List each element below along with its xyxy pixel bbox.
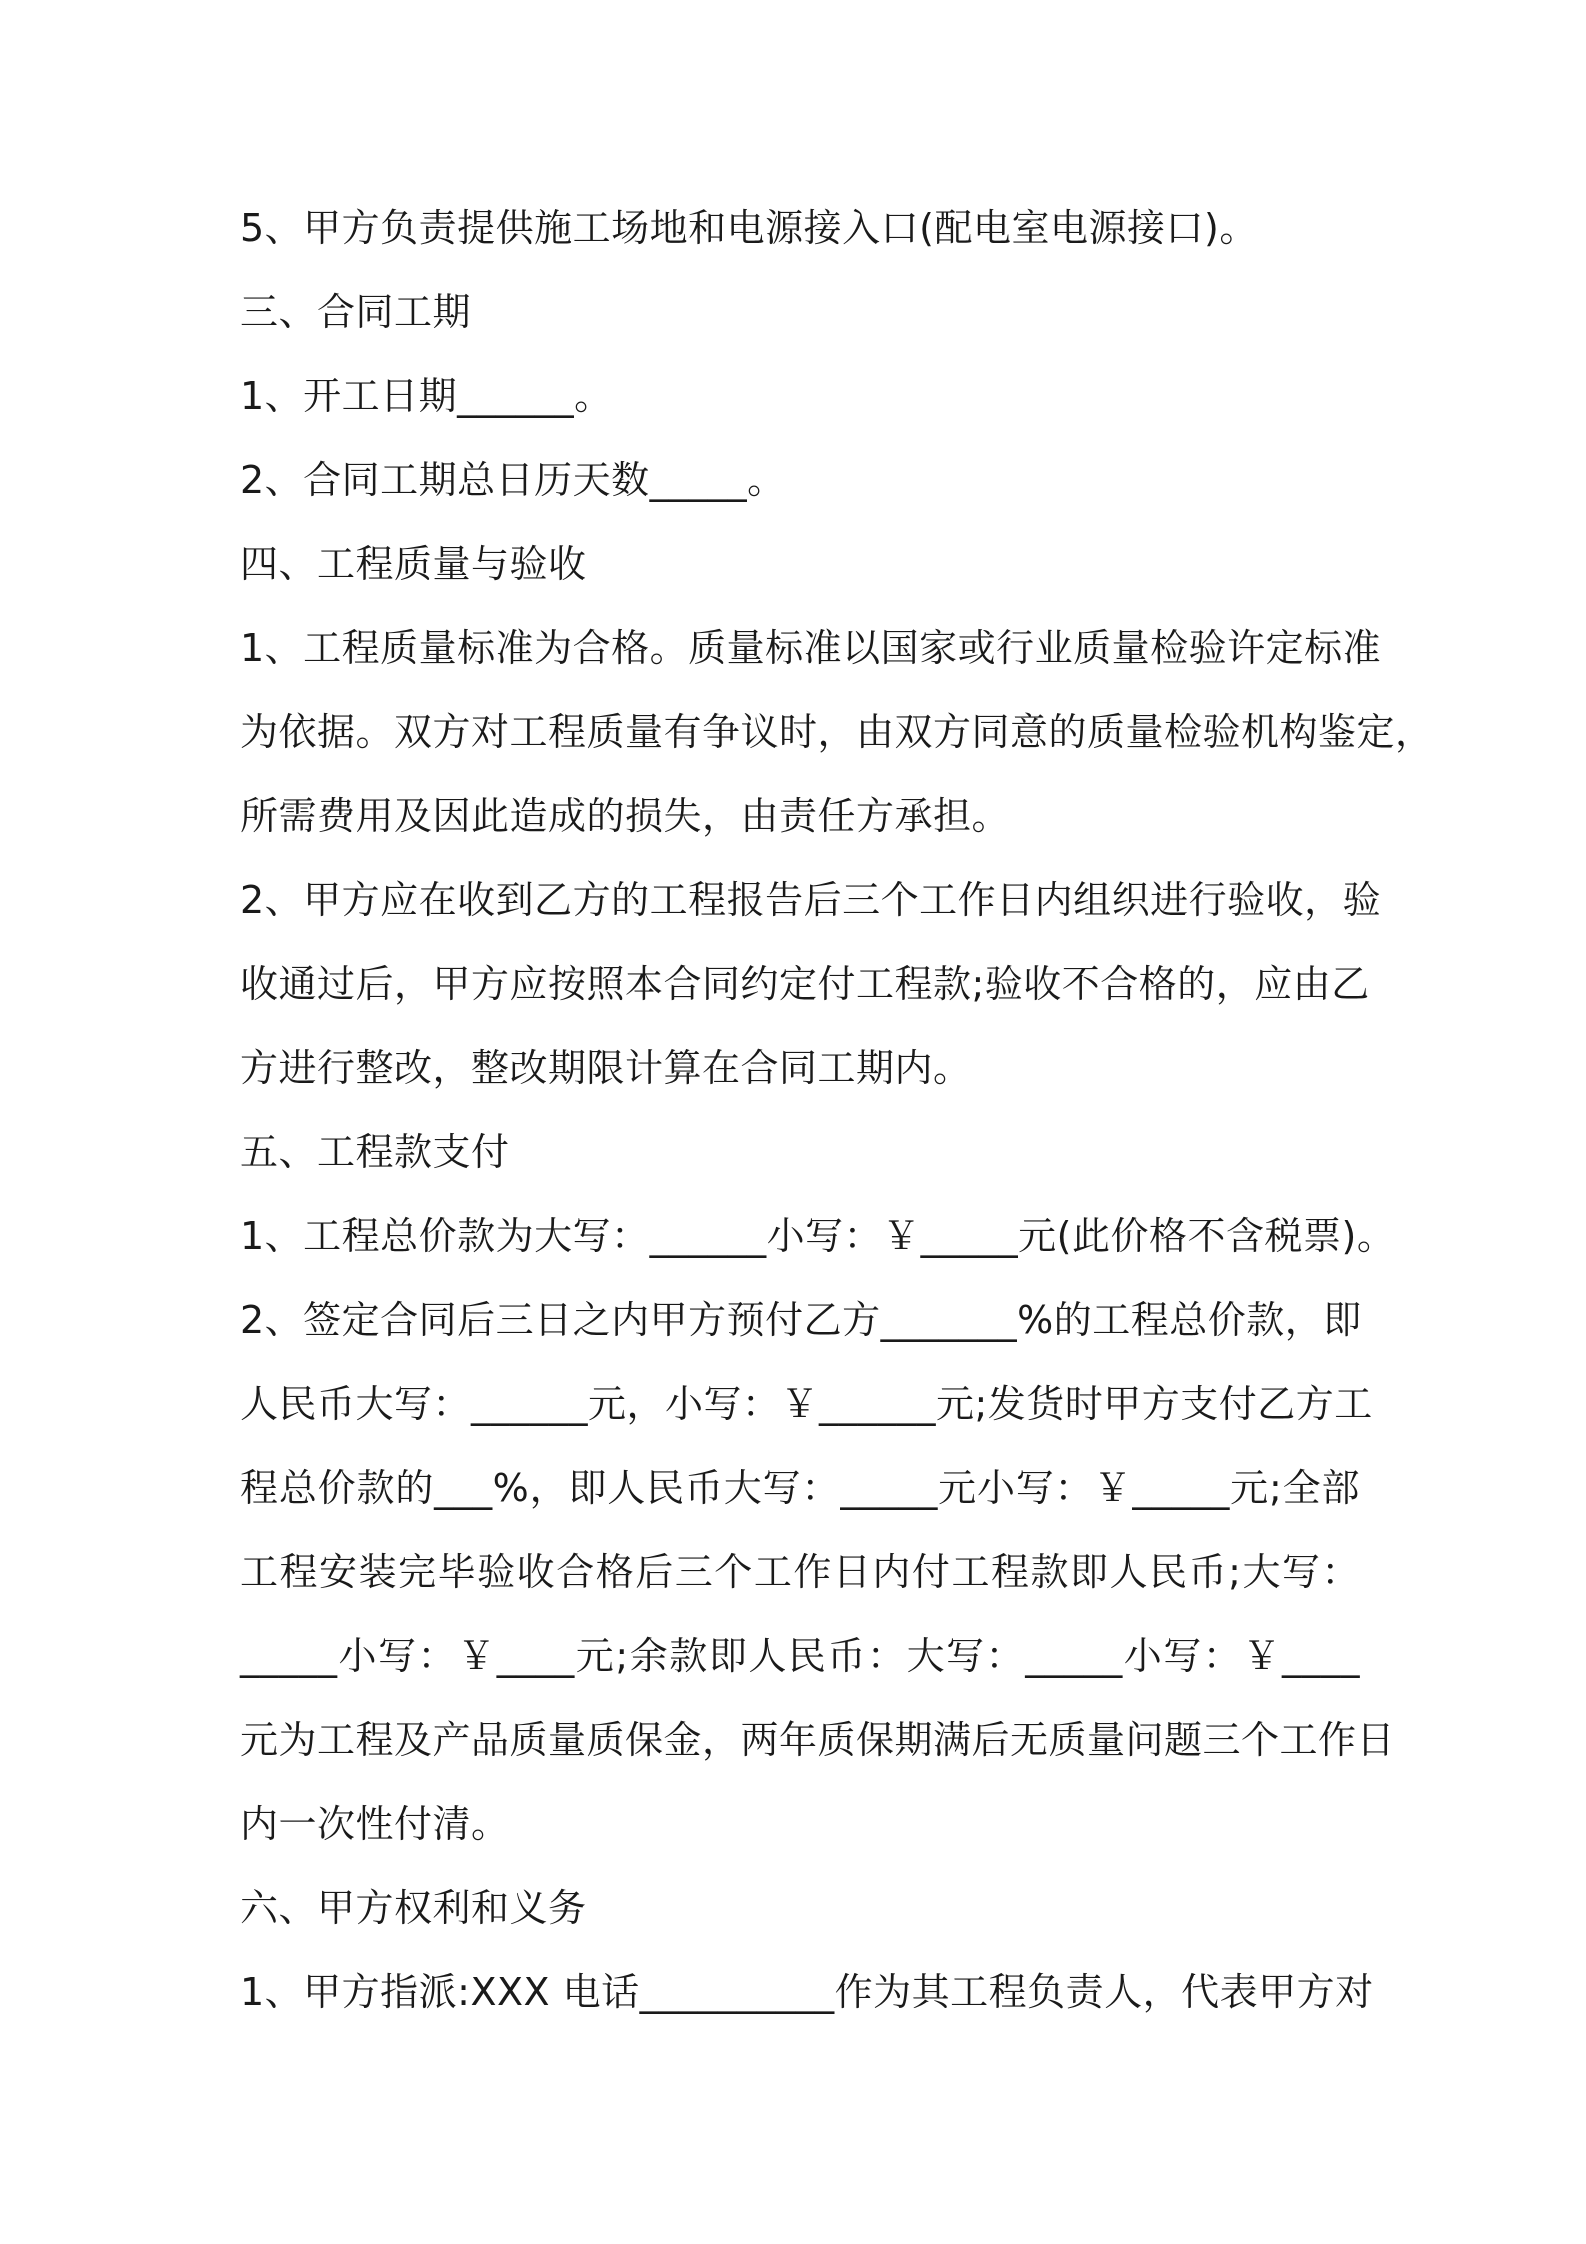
clause-quality-line-2: 为依据。双方对工程质量有争议时，由双方同意的质量检验机构鉴定， [240,710,1434,754]
clause-quality-line-3: 所需费用及因此造成的损失，由责任方承担。 [240,794,1011,838]
clause-payment-line-3: 程总价款的___%，即人民币大写：_____元小写：￥_____元;全部 [240,1466,1360,1510]
clause-total-price: 1、工程总价款为大写：______小写：￥_____元(此价格不含税票)。 [240,1214,1396,1258]
clause-party-a-rep: 1、甲方指派:XXX 电话__________作为其工程负责人，代表甲方对 [240,1970,1374,2014]
clause-5-site-power: 5、甲方负责提供施工场地和电源接入口(配电室电源接口)。 [240,206,1258,250]
clause-quality-line-1: 1、工程质量标准为合格。质量标准以国家或行业质量检验许定标准 [240,626,1382,670]
section-5-heading: 五、工程款支付 [240,1130,510,1174]
clause-acceptance-line-1: 2、甲方应在收到乙方的工程报告后三个工作日内组织进行验收，验 [240,878,1382,922]
clause-payment-line-2: 人民币大写：______元，小写：￥______元;发货时甲方支付乙方工 [240,1382,1373,1426]
section-3-heading: 三、合同工期 [240,290,472,334]
clause-payment-line-1: 2、签定合同后三日之内甲方预付乙方_______%的工程总价款，即 [240,1298,1362,1342]
clause-start-date: 1、开工日期______。 [240,374,613,418]
clause-acceptance-line-3: 方进行整改，整改期限计算在合同工期内。 [240,1046,972,1090]
clause-payment-line-7: 内一次性付清。 [240,1802,510,1846]
clause-payment-line-5: _____小写：￥____元;余款即人民币：大写：_____小写：￥____ [240,1634,1360,1678]
section-4-heading: 四、工程质量与验收 [240,542,587,586]
clause-payment-line-4: 工程安装完毕验收合格后三个工作日内付工程款即人民币;大写： [240,1550,1360,1594]
section-6-heading: 六、甲方权利和义务 [240,1886,587,1930]
clause-payment-line-6: 元为工程及产品质量质保金，两年质保期满后无质量问题三个工作日 [240,1718,1396,1762]
clause-acceptance-line-2: 收通过后，甲方应按照本合同约定付工程款;验收不合格的，应由乙 [240,962,1370,1006]
clause-total-days: 2、合同工期总日历天数_____。 [240,458,786,502]
